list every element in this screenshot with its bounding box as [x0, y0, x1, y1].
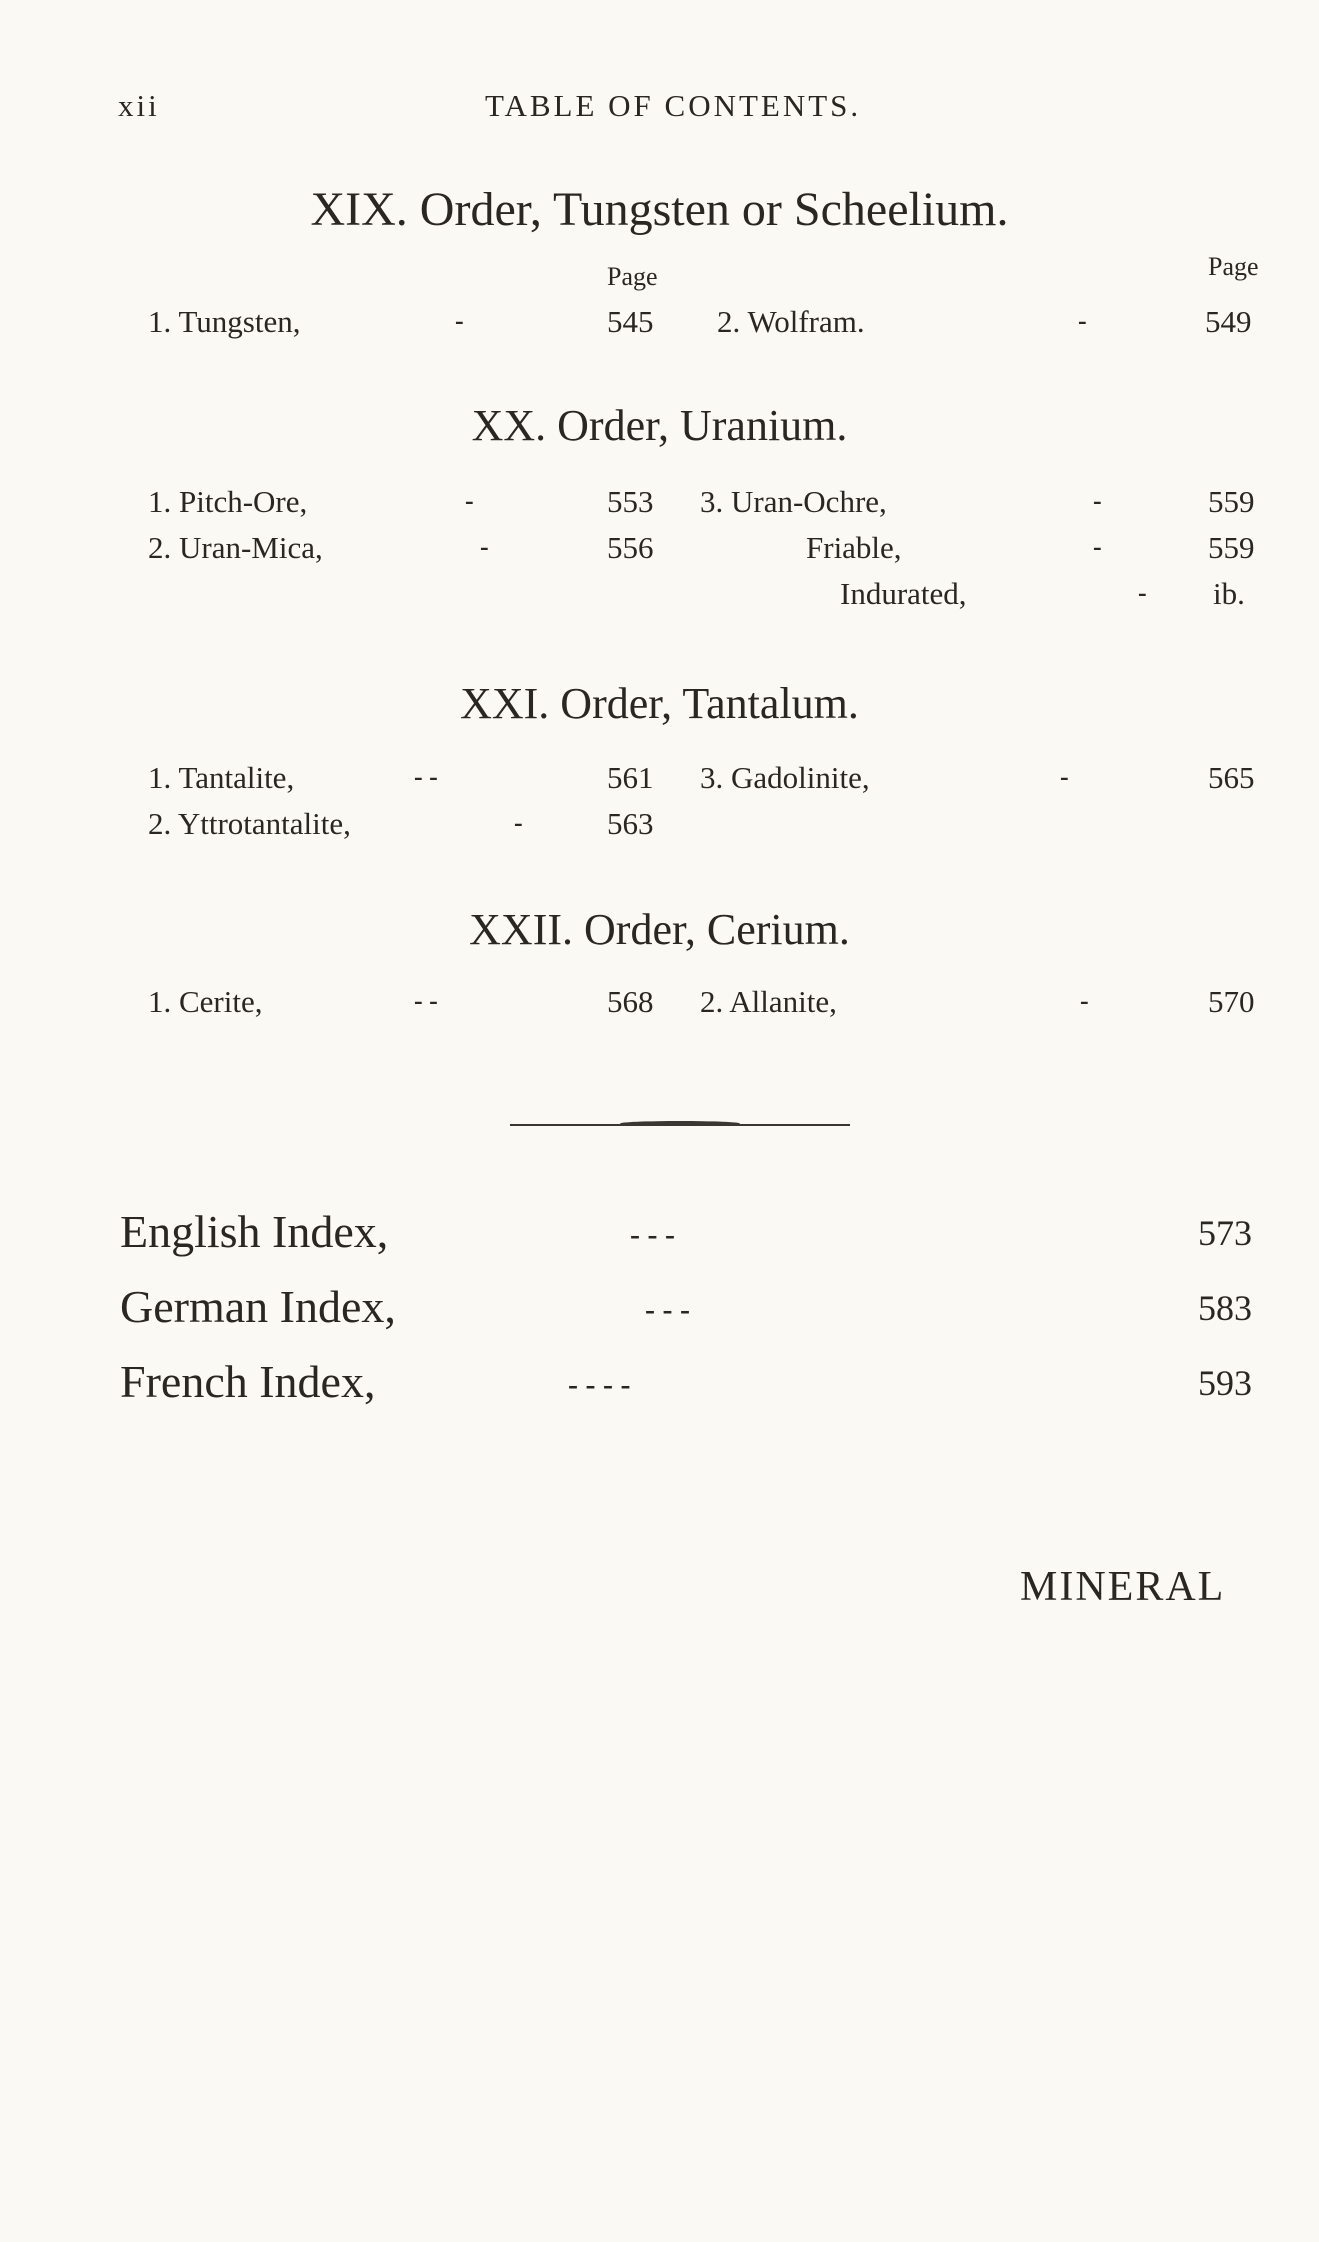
entry-page: 561	[607, 760, 654, 795]
entry-page: 563	[607, 806, 654, 841]
page-column-header-right: Page	[1208, 252, 1259, 281]
entry-label: 1. Pitch-Ore,	[148, 484, 308, 519]
leader-dash: -	[455, 306, 464, 335]
leader-dash: -	[1093, 532, 1102, 561]
index-page: 593	[1198, 1363, 1252, 1403]
entry-page: 570	[1208, 984, 1255, 1019]
entry-page: ib.	[1213, 576, 1245, 611]
entry-page: 559	[1208, 484, 1255, 519]
leader-dash: - - - -	[568, 1368, 631, 1401]
entry-page: 559	[1208, 530, 1255, 565]
entry-label: 2. Yttrotantalite,	[148, 806, 351, 841]
entry-label: Indurated,	[840, 576, 967, 611]
entry-label: Friable,	[806, 530, 902, 565]
catchword: MINERAL	[1020, 1564, 1226, 1610]
entry-label: 2. Allanite,	[700, 984, 837, 1019]
order-title-xxi: XXI. Order, Tantalum.	[460, 679, 859, 728]
leader-dash: -	[1078, 306, 1087, 335]
leader-dash: -	[1060, 762, 1069, 791]
leader-dash: -	[1080, 986, 1089, 1015]
index-label: English Index,	[120, 1206, 389, 1257]
entry-label: 3. Uran-Ochre,	[700, 484, 887, 519]
entry-page: 553	[607, 484, 654, 519]
page-column-header-left: Page	[607, 262, 658, 291]
entry-page: 545	[607, 304, 654, 339]
entry-page: 556	[607, 530, 654, 565]
leader-dash: -	[465, 486, 474, 515]
index-page: 573	[1198, 1213, 1252, 1253]
leader-dash: -	[480, 532, 489, 561]
leader-dash: - -	[414, 762, 438, 791]
entry-page: 565	[1208, 760, 1255, 795]
entry-label: 1. Tungsten,	[148, 304, 301, 339]
entry-page: 568	[607, 984, 654, 1019]
leader-dash: - - -	[630, 1218, 675, 1251]
running-title: TABLE OF CONTENTS.	[485, 88, 862, 123]
leader-dash: -	[1138, 578, 1147, 607]
order-title-xix: XIX. Order, Tungsten or Scheelium.	[310, 183, 1009, 236]
leader-dash: - - -	[645, 1293, 690, 1326]
index-label: German Index,	[120, 1281, 396, 1332]
leader-dash: -	[514, 808, 523, 837]
entry-label: 2. Uran-Mica,	[148, 530, 323, 565]
entry-label: 1. Tantalite,	[148, 760, 295, 795]
leader-dash: -	[1093, 486, 1102, 515]
order-title-xxii: XXII. Order, Cerium.	[469, 905, 850, 954]
leader-dash: - -	[414, 986, 438, 1015]
entry-label: 2. Wolfram.	[717, 304, 865, 339]
index-label: French Index,	[120, 1356, 376, 1407]
entry-label: 1. Cerite,	[148, 984, 263, 1019]
section-divider-ornament	[620, 1121, 740, 1126]
index-page: 583	[1198, 1288, 1252, 1328]
entry-label: 3. Gadolinite,	[700, 760, 870, 795]
entry-page: 549	[1205, 304, 1252, 339]
page-number: xii	[118, 88, 160, 123]
order-title-xx: XX. Order, Uranium.	[471, 401, 848, 450]
